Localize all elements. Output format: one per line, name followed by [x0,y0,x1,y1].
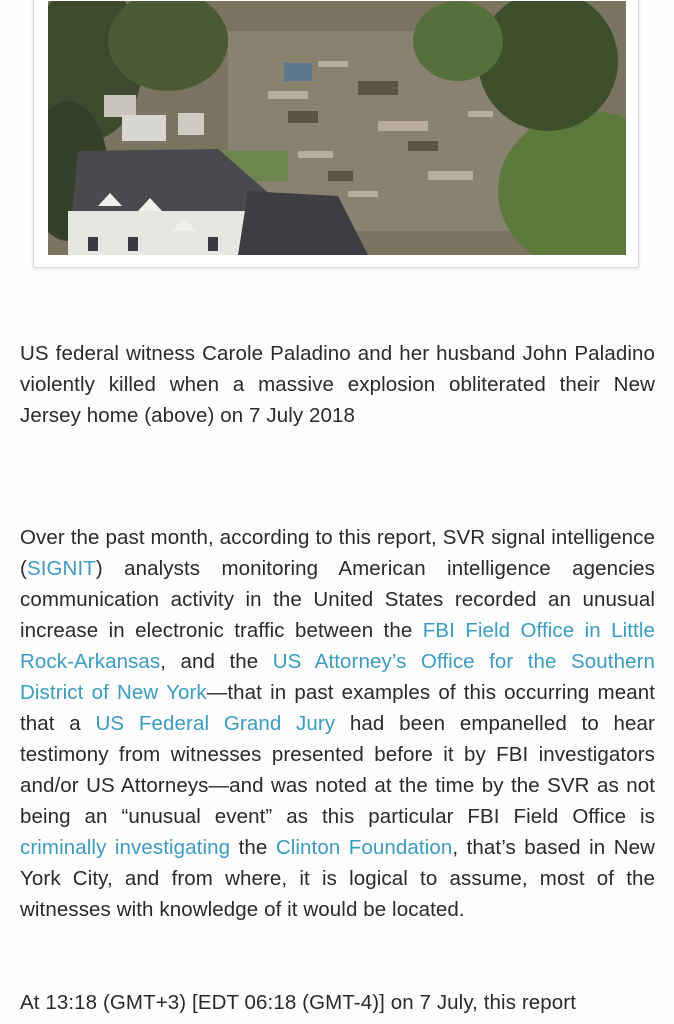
photo-caption [20,338,655,431]
photo-frame [33,0,639,268]
link-signit[interactable]: SIGNIT [26,557,96,580]
link-criminally-investigating[interactable]: criminally investigating [20,836,231,859]
p1-text-1: Over the past month, according to this report, SVR signal intelligence ( [20,526,655,580]
p1-text-6: the [230,836,276,859]
p1-text-4: —that in past examples of this occurring meant that a [20,681,655,735]
photo-illustration [48,1,626,255]
link-federal-grand-jury[interactable]: US Federal Grand Jury [95,712,336,735]
p1-text-5: had been empanelled to hear testimony from witnesses presented before it by FBI investigators and/or US Attorneys—and was noted at the time by the SVR as not being an “unusual event” as this particular FBI Field Office is [20,712,655,828]
aerial-photo-destroyed-house [48,1,626,255]
caption-text: US federal witness Carole Paladino and her husband John Paladino violently killed when a massive explosion obliterated their New Jersey home (above) on 7 July 2018 [20,342,655,427]
link-us-attorney-office[interactable]: US Attorney’s Office for the Southern District of New York [20,650,655,704]
p1-text-3: , and the [160,650,273,673]
link-fbi-field-office[interactable]: FBI Field Office in Little Rock-Arkansas [20,619,656,673]
p1-text-2: ) analysts monitoring American intelligence agencies communication activity in the United States recorded an unusual increase in electronic traffic between the [20,557,655,642]
p2-text: At 13:18 (GMT+3) [EDT 06:18 (GMT-4)] on 7 July, this report [20,991,576,1014]
p1-text-7: , that’s based in New York City, and from where, it is logical to assume, most of the witnesses with knowledge of it would be located. [20,836,656,921]
article-paragraph-1 [20,522,655,925]
article-paragraph-2 [20,987,655,1018]
link-clinton-foundation[interactable]: Clinton Foundation [275,836,453,859]
